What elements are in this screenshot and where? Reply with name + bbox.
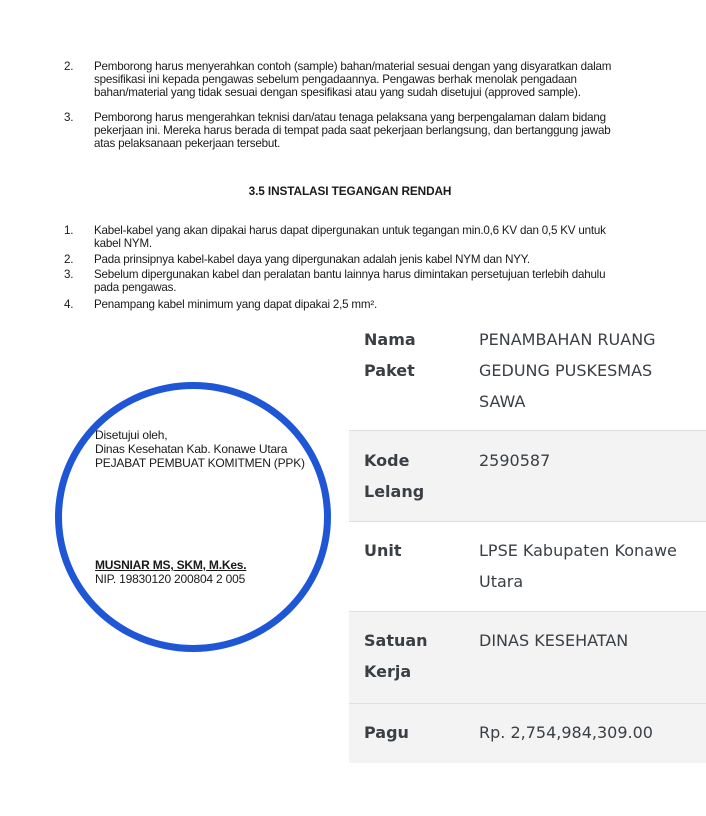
list-item-line: atas pelaksanaan pekerjaan tersebut. — [94, 137, 281, 151]
list-item-line: pekerjaan ini. Mereka harus berada di tempat pada saat pekerjaan berlangsung, dan bertanggung jawab — [94, 124, 611, 138]
info-label-line: Kerja — [364, 662, 412, 681]
info-value-line: PENAMBAHAN RUANG — [479, 330, 656, 349]
info-label-line: Unit — [364, 541, 402, 560]
info-value-line: DINAS KESEHATAN — [479, 631, 629, 650]
info-row-satuan-kerja — [349, 612, 706, 703]
approval-role: PEJABAT PEMBUAT KOMITMEN (PPK) — [95, 456, 305, 470]
official-name: MUSNIAR MS, SKM, M.Kes. — [95, 558, 247, 572]
info-label-line: Nama — [364, 330, 416, 349]
list-item-line: Sebelum dipergunakan kabel dan peralatan bantu lainnya harus dimintakan persetujuan terlebih dahulu — [94, 268, 606, 281]
approval-label: Disetujui oleh, — [95, 428, 168, 442]
list-item-number: 3. — [64, 268, 74, 281]
list-item-line: Pemborong harus mengerahkan teknisi dan/atau tenaga pelaksana yang berpengalaman dalam bidang — [94, 111, 606, 124]
info-value-line: SAWA — [479, 392, 526, 411]
spec-list-item — [64, 298, 639, 311]
list-item-line: spesifikasi ini kepada pengawas sebelum pengadaannya. Pengawas berhak menolak pengadaan — [94, 73, 577, 87]
list-item-number: 4. — [64, 298, 74, 311]
info-row-kode-lelang — [349, 431, 706, 521]
list-item-number: 2. — [64, 60, 74, 73]
info-value-line: GEDUNG PUSKESMAS — [479, 361, 653, 380]
info-value-line: Rp. 2,754,984,309.00 — [479, 723, 653, 742]
spec-list-item — [64, 60, 639, 100]
spec-list-item — [64, 224, 639, 250]
list-item-line: Kabel-kabel yang akan dipakai harus dapat dipergunakan untuk tegangan min.0,6 KV dan 0,5 KV untuk — [94, 224, 606, 237]
list-item-number: 1. — [64, 224, 74, 237]
spec-list-item — [64, 111, 639, 151]
info-value-line: LPSE Kabupaten Konawe — [479, 541, 677, 560]
package-info-panel — [349, 323, 706, 763]
info-label-line: Pagu — [364, 723, 409, 742]
info-label-line: Kode — [364, 451, 410, 470]
list-item-number: 3. — [64, 111, 74, 124]
info-row-unit — [349, 522, 706, 611]
section-heading: 3.5 INSTALASI TEGANGAN RENDAH — [248, 184, 452, 198]
list-item-line: Pemborong harus menyerahkan contoh (sample) bahan/material sesuai dengan yang disyaratkan dalam — [94, 60, 612, 73]
info-label-line: Lelang — [364, 482, 425, 501]
approval-stamp-ring — [55, 382, 331, 652]
list-item-line: Pada prinsipnya kabel-kabel daya yang dipergunakan adalah jenis kabel NYM dan NYY. — [94, 253, 530, 266]
spec-list-item — [64, 268, 639, 294]
approval-agency: Dinas Kesehatan Kab. Konawe Utara — [95, 442, 288, 456]
list-item-number: 2. — [64, 253, 74, 266]
spec-list-item — [64, 253, 639, 266]
list-item-line: pada pengawas. — [94, 281, 177, 295]
official-nip: NIP. 19830120 200804 2 005 — [95, 572, 246, 586]
info-row-pagu — [349, 704, 706, 763]
list-item-line: bahan/material yang tidak sesuai dengan spesifikasi atau yang sudah disetujui (approved sample). — [94, 86, 581, 100]
info-value-line: 2590587 — [479, 451, 551, 470]
info-row-nama-paket — [349, 323, 706, 430]
info-label-line: Paket — [364, 361, 415, 380]
info-value-line: Utara — [479, 572, 524, 591]
list-item-line: Penampang kabel minimum yang dapat dipakai 2,5 mm². — [94, 298, 378, 311]
list-item-line: kabel NYM. — [94, 237, 152, 251]
info-label-line: Satuan — [364, 631, 428, 650]
